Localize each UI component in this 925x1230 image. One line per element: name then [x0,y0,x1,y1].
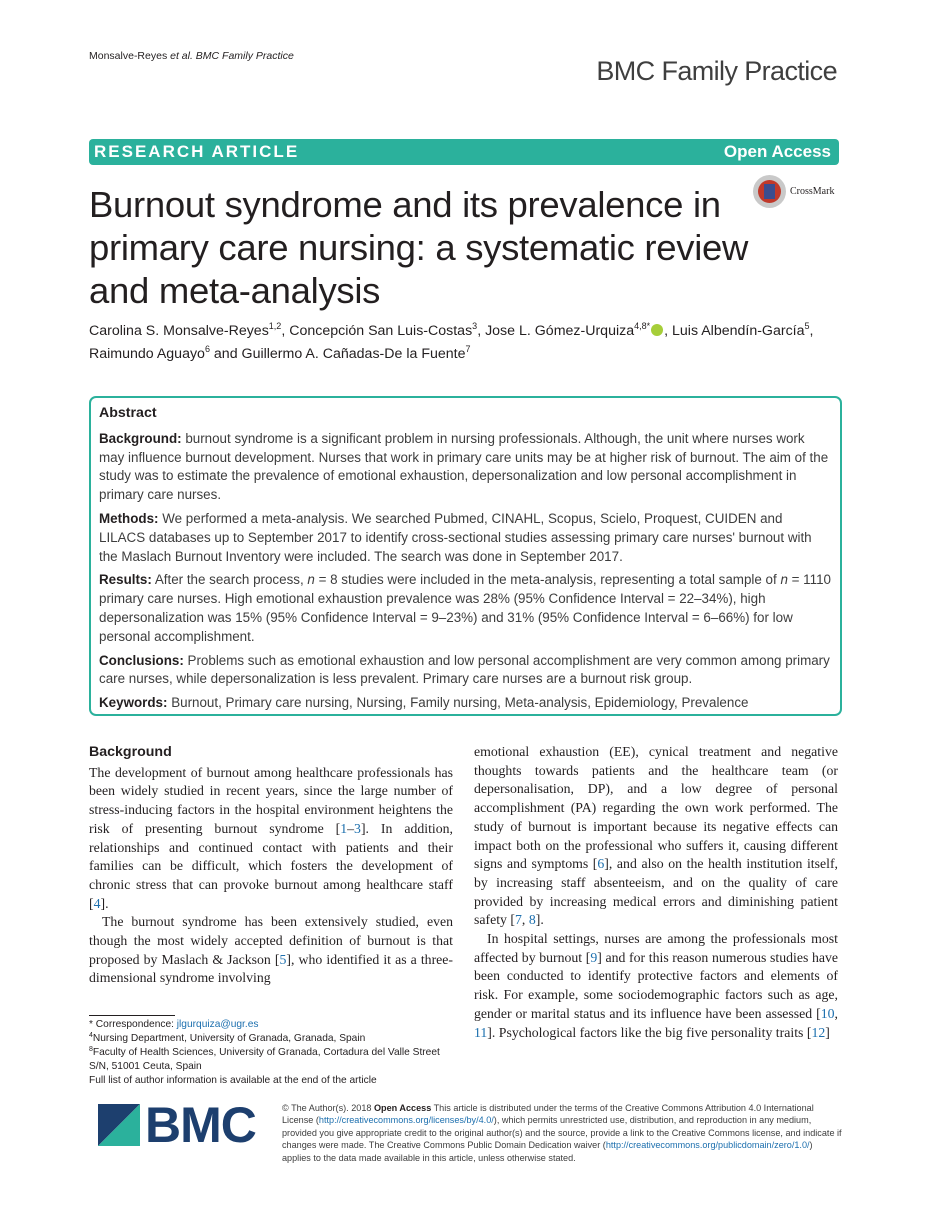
author-affiliation: 6 [204,344,210,354]
license-open-access: Open Access [373,1103,432,1113]
citation-link[interactable]: 1 [340,820,348,836]
author-name[interactable]: Luis Albendín-García [672,323,805,339]
author-separator: and [209,346,242,362]
citation-link[interactable]: 10 [820,1005,835,1021]
abstract-keywords-label: Keywords: [99,695,168,711]
affiliation-text: Faculty of Health Sciences, University of Granada, Cortadura del Valle Street S/N, 51001 Ceuta, Spain [89,1047,440,1073]
full-author-info-note: Full list of author information is available at the end of the article [89,1075,377,1087]
body-text: ]. In addition, relationships and continued contact with patients and their families can be difficult, which fosters the development of chronic stress that can provoke burnout among healthcare staff [ [89,820,453,911]
body-text: The development of burnout among healthcare professionals has been widely studied in recent years, since the large number of stress-inducing factors in the hospital environment heightens the risk of presenting burnout syndrome [ [89,764,453,836]
abstract-keywords-text: Burnout, Primary care nursing, Nursing, Family nursing, Meta-analysis, Epidemiology, Prevalence [167,695,749,711]
abstract-results-text: After the search process, [151,572,308,588]
footnote-divider [89,1015,175,1016]
body-text: , [834,1005,838,1021]
license-url-link[interactable]: http://creativecommons.org/licenses/by/4.0/ [318,1115,494,1126]
running-head-author: Monsalve-Reyes [89,50,171,62]
affiliation-text: Nursing Department, University of Granada, Granada, Spain [92,1033,366,1045]
body-text: – [347,820,355,836]
author-name[interactable]: Jose L. Gómez-Urquiza [485,323,635,339]
body-text: ]. Psychological factors like the big five personality traits [ [487,1024,812,1040]
article-title: Burnout syndrome and its prevalence in primary care nursing: a systematic review and meta-analysis [89,184,749,311]
abstract-results-text: = 8 studies were included in the meta-analysis, representing a total sample of [314,572,781,588]
bmc-logo-mark-icon [98,1104,140,1146]
affiliation-number: 8 [89,1046,93,1054]
license-text: This article is distributed under the terms of the Creative Commons Attribution 4.0 International License ( [282,1103,814,1126]
abstract-conclusions [99,652,832,690]
abstract-results-label: Results: [99,572,152,588]
license-statement [282,1102,842,1164]
body-paragraph [474,930,838,1042]
body-text: ], and also on the health institution itself, by increasing staff absenteeism, and on the quality of care provided by increasing medical errors and diminishing patient safety [ [474,856,838,928]
author-affiliation: 5 [804,321,810,331]
body-text: emotional exhaustion (EE), cynical treatment and negative thoughts towards patients and the healthcare team (or depersonalisation, DP), and a low degree of personal accomplishment (PA) regarding the own work performed. The study of burnout is important because its negative effects can impact both on the professional who suffers it, causing different signs and symptoms [ [474,744,838,872]
body-column-left [89,743,453,988]
abstract-methods [99,510,832,566]
citation-link[interactable]: 3 [354,820,361,836]
crossmark-icon [753,175,786,208]
body-text: ] [825,1024,830,1040]
author-name[interactable]: Raimundo Aguayo [89,346,205,362]
abstract-background-label: Background: [99,430,182,446]
abstract-methods-label: Methods: [99,510,159,526]
abstract-background [99,430,832,505]
open-access-label: Open Access [723,142,831,161]
license-text: ), which permits unrestricted use, distribution, and reproduction in any medium, provided you give appropriate credit to the original author(s) and the source, provide a link to the Creative Commons license, and indicate if changes were made. The Creative Commons Public Domain Dedication waiver ( [282,1115,842,1151]
author-affiliation: 7 [465,344,471,354]
license-copyright: © The Author(s). 2018 [282,1103,374,1113]
citation-link[interactable]: 12 [811,1024,826,1040]
bmc-logo-text: BMC [145,1097,256,1153]
citation-link[interactable]: 11 [474,1024,488,1040]
citation-link[interactable]: 9 [590,949,598,965]
abstract-results [99,571,832,646]
citation-link[interactable]: 5 [279,951,287,967]
correspondence-email-link[interactable]: jlgurquiza@ugr.es [176,1019,259,1030]
crossmark-label: CrossMark [790,186,835,197]
body-paragraph [89,764,453,914]
body-text: , [521,912,529,928]
affiliation-line [89,1032,453,1046]
author-name[interactable]: Guillermo A. Cañadas-De la Fuente [241,346,466,362]
body-text: ], who identified it as a three-dimensional syndrome involving [89,951,454,986]
article-type-label: RESEARCH ARTICLE [94,142,300,161]
abstract-methods-text: We performed a meta-analysis. We searched Pubmed, CINAHL, Scopus, Scielo, Proquest, CUIDEN and LILACS databases up to September 2017 to identify cross-sectional studies assessing primary care nurses' burnout with the Maslach Burnout Inventory were included. The search was done in September 2017. [99,510,812,564]
correspondence-label: * Correspondence: [89,1019,177,1030]
author-list [89,320,849,366]
affiliation-number: 4 [89,1032,93,1040]
correspondence-line [89,1018,453,1032]
body-text: In hospital settings, nurses are among the professionals most affected by burnout [ [474,931,838,965]
section-heading-background: Background [89,744,172,760]
body-column-right [474,743,838,1042]
author-separator: , [664,323,673,339]
abstract-results-n: n [307,572,315,588]
citation-link[interactable]: 6 [597,856,605,872]
running-head [89,50,294,62]
affiliation-line [89,1046,453,1074]
running-head-journal: et al. BMC Family Practice [170,50,294,62]
abstract-conclusions-label: Conclusions: [99,652,184,668]
citation-link[interactable]: 8 [528,912,536,928]
author-affiliation: 4,8* [634,321,651,331]
license-waiver-url-link[interactable]: http://creativecommons.org/publicdomain/zero/1.0/ [605,1140,810,1151]
abstract-results-text: = 1110 primary care nurses. High emotional exhaustion prevalence was 28% (95% Confidence Interval = 22–34%), high depersonalization was 15% (95% Confidence Interval = 9–23%) and 31% (95% Confidence Interval = 6–66%) for low personal accomplishment. [99,572,831,644]
body-text: ]. [100,895,109,911]
author-affiliation: 1,2 [268,321,282,331]
citation-link[interactable]: 4 [93,895,101,911]
citation-link[interactable]: 7 [515,912,522,928]
author-separator: , [477,323,486,339]
license-text: ) applies to the data made available in this article, unless otherwise stated. [282,1140,813,1163]
author-separator: , [281,323,290,339]
abstract-box [89,396,842,716]
abstract-heading: Abstract [99,405,157,421]
abstract-keywords [99,694,832,713]
author-affiliation: 3 [472,321,478,331]
footnotes [89,1018,453,1088]
crossmark-button[interactable] [753,175,853,209]
body-paragraph [89,913,453,988]
author-name[interactable]: Carolina S. Monsalve-Reyes [89,323,269,339]
bmc-logo [98,1097,268,1153]
orcid-icon[interactable] [651,324,663,336]
journal-name: BMC Family Practice [596,56,837,86]
abstract-results-n: n [780,572,788,588]
article-type-bar [89,139,839,165]
abstract-conclusions-text: Problems such as emotional exhaustion and low personal accomplishment are very common among primary care nurses, while depersonalization is less prevalent. Primary care nurses are a burnout risk group. [99,652,830,687]
author-name[interactable]: Concepción San Luis-Costas [289,323,473,339]
body-text: ] and for this reason numerous studies have been conducted to identify protective factors and elements of risk. For example, some sociodemographic factors such as age, gender or marital status and its influence have been assessed [ [474,949,838,1021]
abstract-background-text: burnout syndrome is a significant problem in nursing professionals. Although, the unit where nurses work may influence burnout development. Nurses that work in primary care units may be at higher risk of burnout. The aim of the study was to estimate the prevalence of emotional exhaustion, depersonalization and low personal accomplishment in primary care nurses. [99,430,829,503]
body-paragraph [474,743,838,930]
author-separator: , [809,323,814,339]
body-text: ]. [535,912,544,928]
body-text: The burnout syndrome has been extensively studied, even though the most widely accepted definition of burnout is that proposed by Maslach & Jackson [ [89,914,453,967]
